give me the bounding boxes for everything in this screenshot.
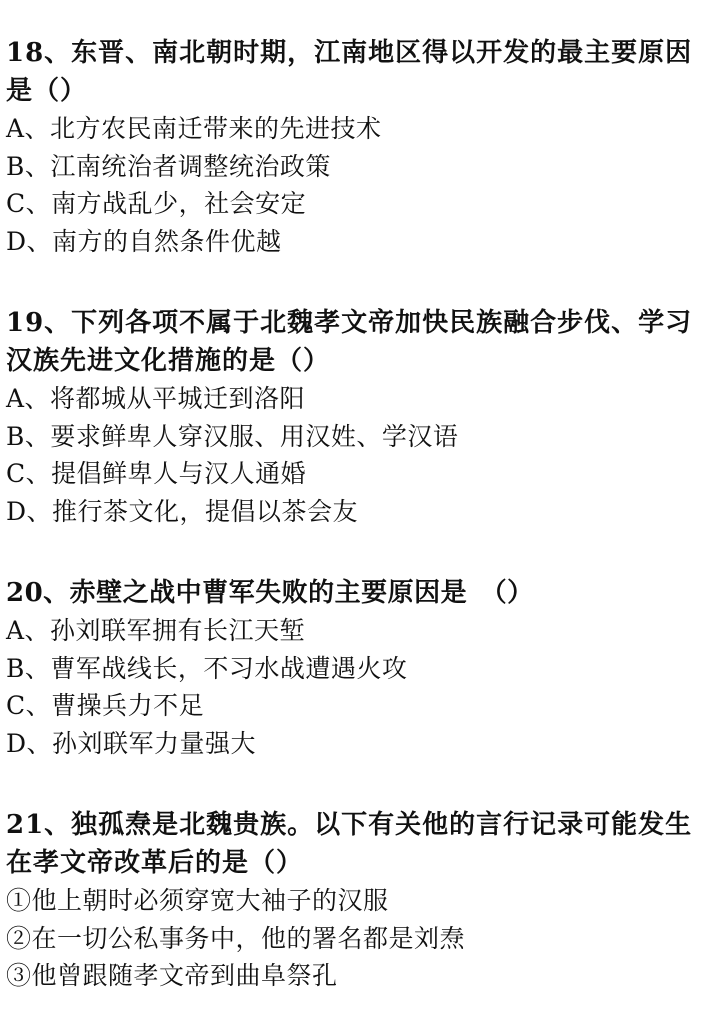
- question-18-option-d: D、南方的自然条件优越: [6, 226, 282, 256]
- question-19-option-b: B、要求鲜卑人穿汉服、用汉姓、学汉语: [6, 421, 459, 451]
- question-19-title-line2: 汉族先进文化措施的是（）: [6, 346, 331, 376]
- question-20-option-b: B、曹军战线长，不习水战遭遇火攻: [6, 653, 408, 683]
- question-spacer: [6, 762, 714, 806]
- question-19: [6, 304, 714, 530]
- question-18-option-c: C、南方战乱少，社会安定: [6, 189, 307, 218]
- question-19-option-d: D、推行茶文化，提倡以茶会友: [6, 496, 359, 526]
- question-21: [6, 806, 714, 995]
- question-18-title: [6, 34, 714, 110]
- question-spacer: [6, 260, 714, 304]
- question-19-title: [6, 304, 714, 380]
- question-18-option-b: B、江南统治者调整统治政策: [6, 151, 331, 181]
- question-19-title-line1: 19、下列各项不属于北魏孝文帝加快民族融合步伐、学习: [6, 308, 693, 338]
- question-21-title-line1: 21、独孤焘是北魏贵族。以下有关他的言行记录可能发生: [6, 810, 693, 840]
- question-21-title: [6, 806, 714, 882]
- question-20-option-c: C、曹操兵力不足: [6, 691, 205, 720]
- question-18: [6, 34, 714, 260]
- question-21-statement-2: ②在一切公私事务中，他的署名都是刘焘: [6, 923, 466, 953]
- question-20-option-a: A、孙刘联军拥有长江天堑: [6, 616, 306, 645]
- question-19-option-a: A、将都城从平城迁到洛阳: [6, 384, 306, 413]
- question-18-title-line2: 是（）: [6, 76, 88, 106]
- question-19-option-c: C、提倡鲜卑人与汉人通婚: [6, 459, 307, 488]
- question-21-title-line2: 在孝文帝改革后的是（）: [6, 848, 304, 878]
- question-spacer: [6, 530, 714, 574]
- question-page: [6, 34, 714, 995]
- question-18-option-a: A、北方农民南迁带来的先进技术: [6, 114, 382, 143]
- question-20-title-line1: 20、赤壁之战中曹军失败的主要原因是 （）: [6, 578, 534, 608]
- question-20-title: [6, 574, 714, 612]
- question-21-statement-3: ③他曾跟随孝文帝到曲阜祭孔: [6, 961, 338, 990]
- question-20-option-d: D、孙刘联军力量强大: [6, 728, 257, 758]
- question-18-title-line1: 18、东晋、南北朝时期，江南地区得以开发的最主要原因: [6, 38, 693, 68]
- question-20: [6, 574, 714, 762]
- question-21-statement-1: ①他上朝时必须穿宽大袖子的汉服: [6, 886, 389, 915]
